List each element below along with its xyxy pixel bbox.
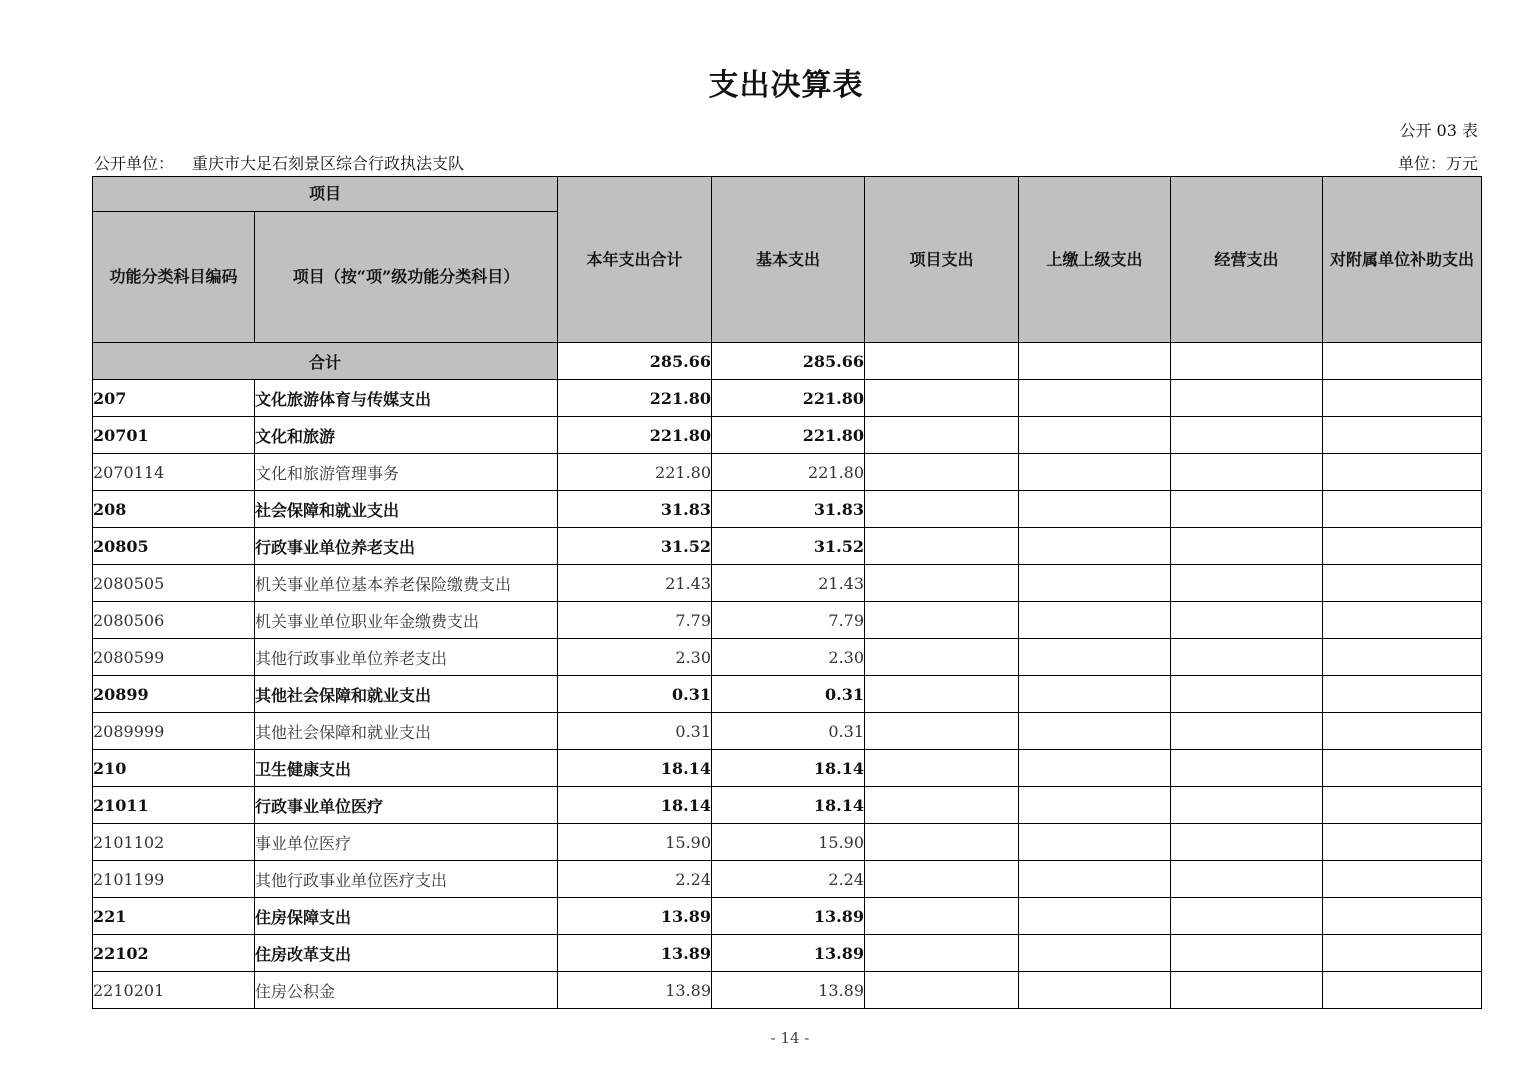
empty-cell [1019, 639, 1171, 676]
empty-cell [1323, 639, 1482, 676]
table-row [93, 417, 1482, 454]
name-cell: 住房改革支出 [255, 935, 558, 972]
header-subsidy: 对附属单位补助支出 [1323, 177, 1482, 343]
name-cell: 住房保障支出 [255, 898, 558, 935]
basic-cell: 221.80 [712, 380, 865, 417]
name-cell: 卫生健康支出 [255, 750, 558, 787]
empty-cell [1019, 898, 1171, 935]
empty-cell [1323, 602, 1482, 639]
empty-cell [1171, 972, 1323, 1009]
code-cell: 22102 [93, 935, 255, 972]
code-cell: 207 [93, 380, 255, 417]
empty-cell [1171, 750, 1323, 787]
name-cell: 其他行政事业单位养老支出 [255, 639, 558, 676]
basic-cell: 221.80 [712, 417, 865, 454]
basic-cell: 13.89 [712, 972, 865, 1009]
empty-cell [1171, 528, 1323, 565]
total-cell: 2.24 [558, 861, 712, 898]
code-cell: 2101102 [93, 824, 255, 861]
empty-cell [865, 972, 1019, 1009]
total-amount: 285.66 [558, 343, 712, 380]
org-label: 公开单位： [94, 154, 175, 173]
empty-cell [1019, 602, 1171, 639]
basic-cell: 13.89 [712, 935, 865, 972]
total-cell: 15.90 [558, 824, 712, 861]
total-cell: 221.80 [558, 380, 712, 417]
code-cell: 208 [93, 491, 255, 528]
total-basic: 285.66 [712, 343, 865, 380]
code-cell: 21011 [93, 787, 255, 824]
empty-cell [1323, 898, 1482, 935]
total-cell: 2.30 [558, 639, 712, 676]
empty-cell [1019, 713, 1171, 750]
empty-cell [1171, 676, 1323, 713]
unit-label: 单位：万元 [1397, 154, 1478, 173]
empty-cell [865, 602, 1019, 639]
empty-cell [1323, 565, 1482, 602]
name-cell: 行政事业单位养老支出 [255, 528, 558, 565]
name-cell: 文化和旅游管理事务 [255, 454, 558, 491]
table-row [93, 380, 1482, 417]
basic-cell: 18.14 [712, 787, 865, 824]
empty-cell [1171, 787, 1323, 824]
table-row [93, 565, 1482, 602]
empty-cell [865, 713, 1019, 750]
empty-cell [1323, 824, 1482, 861]
empty-cell [865, 750, 1019, 787]
name-cell: 社会保障和就业支出 [255, 491, 558, 528]
name-cell: 住房公积金 [255, 972, 558, 1009]
org-name: 重庆市大足石刻景区综合行政执法支队 [192, 154, 465, 173]
empty-cell [1019, 824, 1171, 861]
empty-cell [1323, 972, 1482, 1009]
name-cell: 其他社会保障和就业支出 [255, 713, 558, 750]
empty-cell [1171, 602, 1323, 639]
empty-cell [1019, 565, 1171, 602]
code-cell: 2080505 [93, 565, 255, 602]
empty-cell [865, 454, 1019, 491]
empty-cell [865, 565, 1019, 602]
empty-cell [1171, 935, 1323, 972]
empty-cell [1019, 750, 1171, 787]
code-cell: 2080506 [93, 602, 255, 639]
table-row [93, 750, 1482, 787]
basic-cell: 18.14 [712, 750, 865, 787]
name-cell: 文化和旅游 [255, 417, 558, 454]
empty-cell [865, 787, 1019, 824]
total-cell: 18.14 [558, 750, 712, 787]
empty-cell [1019, 935, 1171, 972]
header-name: 项目（按“项”级功能分类科目） [255, 212, 558, 343]
empty-cell [1171, 417, 1323, 454]
header-upper-expenditure: 上缴上级支出 [1019, 177, 1171, 343]
empty-cell [1323, 676, 1482, 713]
basic-cell: 2.30 [712, 639, 865, 676]
empty-cell [1019, 861, 1171, 898]
empty-cell [1171, 639, 1323, 676]
name-cell: 行政事业单位医疗 [255, 787, 558, 824]
form-number: 公开 03 表 [1399, 121, 1478, 140]
empty-cell [865, 343, 1019, 380]
table-row [93, 454, 1482, 491]
table-row [93, 713, 1482, 750]
table-row [93, 824, 1482, 861]
total-cell: 13.89 [558, 898, 712, 935]
empty-cell [865, 935, 1019, 972]
name-cell: 其他行政事业单位医疗支出 [255, 861, 558, 898]
empty-cell [1171, 898, 1323, 935]
expenditure-table [92, 176, 1482, 1009]
name-cell: 事业单位医疗 [255, 824, 558, 861]
empty-cell [1171, 713, 1323, 750]
empty-cell [1323, 491, 1482, 528]
table-row [93, 491, 1482, 528]
basic-cell: 7.79 [712, 602, 865, 639]
empty-cell [1171, 861, 1323, 898]
empty-cell [865, 861, 1019, 898]
total-cell: 31.83 [558, 491, 712, 528]
total-cell: 221.80 [558, 454, 712, 491]
empty-cell [1323, 343, 1482, 380]
empty-cell [1171, 491, 1323, 528]
empty-cell [865, 491, 1019, 528]
empty-cell [1323, 935, 1482, 972]
header-basic: 基本支出 [712, 177, 865, 343]
empty-cell [1019, 454, 1171, 491]
empty-cell [1323, 787, 1482, 824]
table-row [93, 602, 1482, 639]
empty-cell [1323, 861, 1482, 898]
code-cell: 2101199 [93, 861, 255, 898]
name-cell: 其他社会保障和就业支出 [255, 676, 558, 713]
empty-cell [1323, 713, 1482, 750]
total-cell: 21.43 [558, 565, 712, 602]
total-cell: 0.31 [558, 713, 712, 750]
total-label: 合计 [93, 343, 558, 380]
empty-cell [865, 417, 1019, 454]
total-cell: 31.52 [558, 528, 712, 565]
empty-cell [1323, 750, 1482, 787]
code-cell: 20899 [93, 676, 255, 713]
org-line [94, 151, 464, 174]
name-cell: 机关事业单位职业年金缴费支出 [255, 602, 558, 639]
empty-cell [1019, 528, 1171, 565]
empty-cell [1019, 676, 1171, 713]
total-cell: 0.31 [558, 676, 712, 713]
empty-cell [1019, 380, 1171, 417]
code-cell: 221 [93, 898, 255, 935]
empty-cell [1323, 380, 1482, 417]
basic-cell: 21.43 [712, 565, 865, 602]
code-cell: 2210201 [93, 972, 255, 1009]
table-row [93, 528, 1482, 565]
empty-cell [865, 824, 1019, 861]
empty-cell [1171, 824, 1323, 861]
basic-cell: 13.89 [712, 898, 865, 935]
basic-cell: 0.31 [712, 676, 865, 713]
total-cell: 13.89 [558, 972, 712, 1009]
empty-cell [865, 898, 1019, 935]
code-cell: 20805 [93, 528, 255, 565]
page-number: - 14 - [770, 1029, 810, 1047]
table-row [93, 639, 1482, 676]
empty-cell [865, 639, 1019, 676]
page-title: 支出决算表 [708, 68, 864, 103]
table-row [93, 972, 1482, 1009]
empty-cell [1323, 528, 1482, 565]
empty-cell [1019, 343, 1171, 380]
empty-cell [1019, 972, 1171, 1009]
header-code: 功能分类科目编码 [93, 212, 255, 343]
code-cell: 2080599 [93, 639, 255, 676]
basic-cell: 2.24 [712, 861, 865, 898]
empty-cell [1171, 565, 1323, 602]
empty-cell [1323, 417, 1482, 454]
empty-cell [865, 528, 1019, 565]
basic-cell: 31.52 [712, 528, 865, 565]
code-cell: 2070114 [93, 454, 255, 491]
total-row [93, 343, 1482, 380]
empty-cell [1019, 417, 1171, 454]
total-cell: 18.14 [558, 787, 712, 824]
name-cell: 机关事业单位基本养老保险缴费支出 [255, 565, 558, 602]
table-row [93, 861, 1482, 898]
empty-cell [1323, 454, 1482, 491]
table-row [93, 676, 1482, 713]
empty-cell [1019, 491, 1171, 528]
code-cell: 20701 [93, 417, 255, 454]
name-cell: 文化旅游体育与传媒支出 [255, 380, 558, 417]
header-business-expenditure: 经营支出 [1171, 177, 1323, 343]
code-cell: 210 [93, 750, 255, 787]
empty-cell [1171, 380, 1323, 417]
code-cell: 2089999 [93, 713, 255, 750]
total-cell: 13.89 [558, 935, 712, 972]
header-project-expenditure: 项目支出 [865, 177, 1019, 343]
basic-cell: 0.31 [712, 713, 865, 750]
table-row [93, 935, 1482, 972]
empty-cell [1019, 787, 1171, 824]
empty-cell [1171, 454, 1323, 491]
table-row [93, 787, 1482, 824]
total-cell: 221.80 [558, 417, 712, 454]
basic-cell: 15.90 [712, 824, 865, 861]
empty-cell [865, 676, 1019, 713]
header-total: 本年支出合计 [558, 177, 712, 343]
empty-cell [1171, 343, 1323, 380]
table-row [93, 898, 1482, 935]
total-cell: 7.79 [558, 602, 712, 639]
empty-cell [865, 380, 1019, 417]
header-project: 项目 [93, 177, 558, 212]
basic-cell: 221.80 [712, 454, 865, 491]
basic-cell: 31.83 [712, 491, 865, 528]
